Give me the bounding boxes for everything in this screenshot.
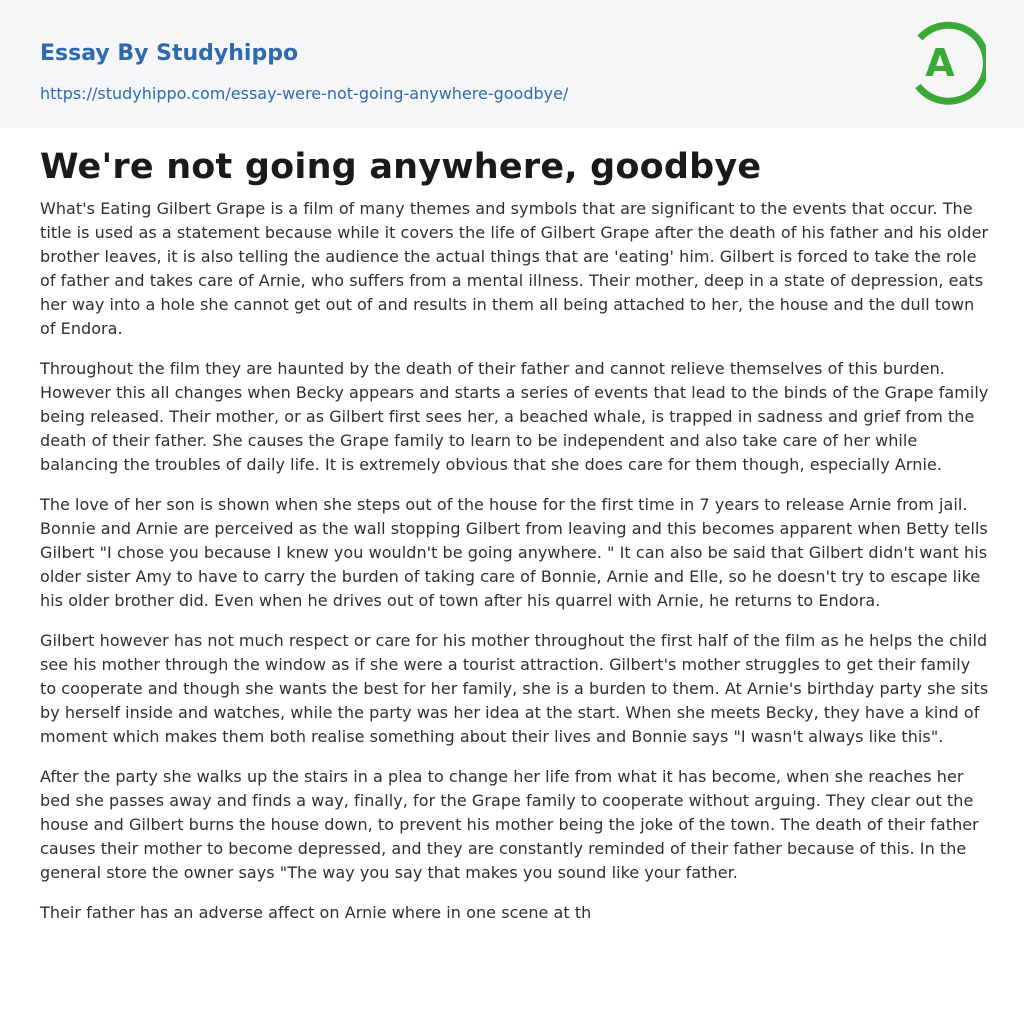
page-url-link[interactable]: https://studyhippo.com/essay-were-not-going-anywhere-goodbye/	[40, 84, 569, 103]
essay-title: We're not going anywhere, goodbye	[40, 147, 762, 187]
essay-paragraph: Throughout the film they are haunted by the death of their father and cannot relieve themselves of this burden. However this all changes when Becky appears and starts a series of events that lead to the binds of the Grape family being released. Their mother, or as Gilbert first sees her, a beached whale, is trapped in sadness and grief from the death of their father. She causes the Grape family to learn to be independent and also take care of her while balancing the troubles of daily life. It is extremely obvious that she does care for them though, especially Arnie.	[40, 359, 989, 474]
logo-letter: A	[925, 41, 955, 85]
essay-paragraph: What's Eating Gilbert Grape is a film of many themes and symbols that are significant to the events that occur. The title is used as a statement because while it covers the life of Gilbert Grape after the death of his father and his older brother leaves, it is also telling the audience the actual things that are 'eating' him. Gilbert is forced to take the role of father and takes care of Arnie, who suffers from a mental illness. Their mother, deep in a state of depression, eats her way into a hole she cannot get out of and results in them all being attached to her, the house and the dull town of Endora.	[40, 199, 989, 338]
essay-paragraph: The love of her son is shown when she steps out of the house for the first time in 7 years to release Arnie from jail. Bonnie and Arnie are perceived as the wall stopping Gilbert from leaving and this becomes apparent when Betty tells Gilbert "I chose you because I knew you wouldn't be going anywhere. " It can also be said that Gilbert didn't want his older sister Amy to have to carry the burden of taking care of Bonnie, Arnie and Elle, so he doesn't try to escape like his older brother did. Even when he drives out of town after his quarrel with Arnie, he returns to Endora.	[40, 495, 988, 610]
site-title[interactable]: Essay By Studyhippo	[40, 41, 299, 66]
site-header	[0, 0, 1024, 128]
essay-paragraph: Gilbert however has not much respect or care for his mother throughout the first half of the film as he helps the child see his mother through the window as if she were a tourist attraction. Gilbert's mother struggles to get their family to cooperate and though she wants the best for her family, she is a burden to them. At Arnie's birthday party she sits by herself inside and watches, while the party was her idea at the start. When she meets Becky, they have a kind of moment which makes them both realise something about their lives and Bonnie says "I wasn't always like this".	[40, 631, 989, 746]
logo-ring-icon	[912, 18, 986, 106]
essay-paragraph: Their father has an adverse affect on Arnie where in one scene at th	[40, 903, 592, 922]
essay-paragraph: After the party she walks up the stairs in a plea to change her life from what it has become, when she reaches her bed she passes away and finds a way, finally, for the Grape family to cooperate without arguing. They clear out the house and Gilbert burns the house down, to prevent his mother being the joke of the town. The death of their father causes their mother to become depressed, and they are constantly reminded of their father because of this. In the general store the owner says "The way you say that makes you sound like your father.	[40, 767, 979, 882]
studyhippo-logo[interactable]	[912, 18, 986, 106]
essay-content	[40, 144, 990, 941]
